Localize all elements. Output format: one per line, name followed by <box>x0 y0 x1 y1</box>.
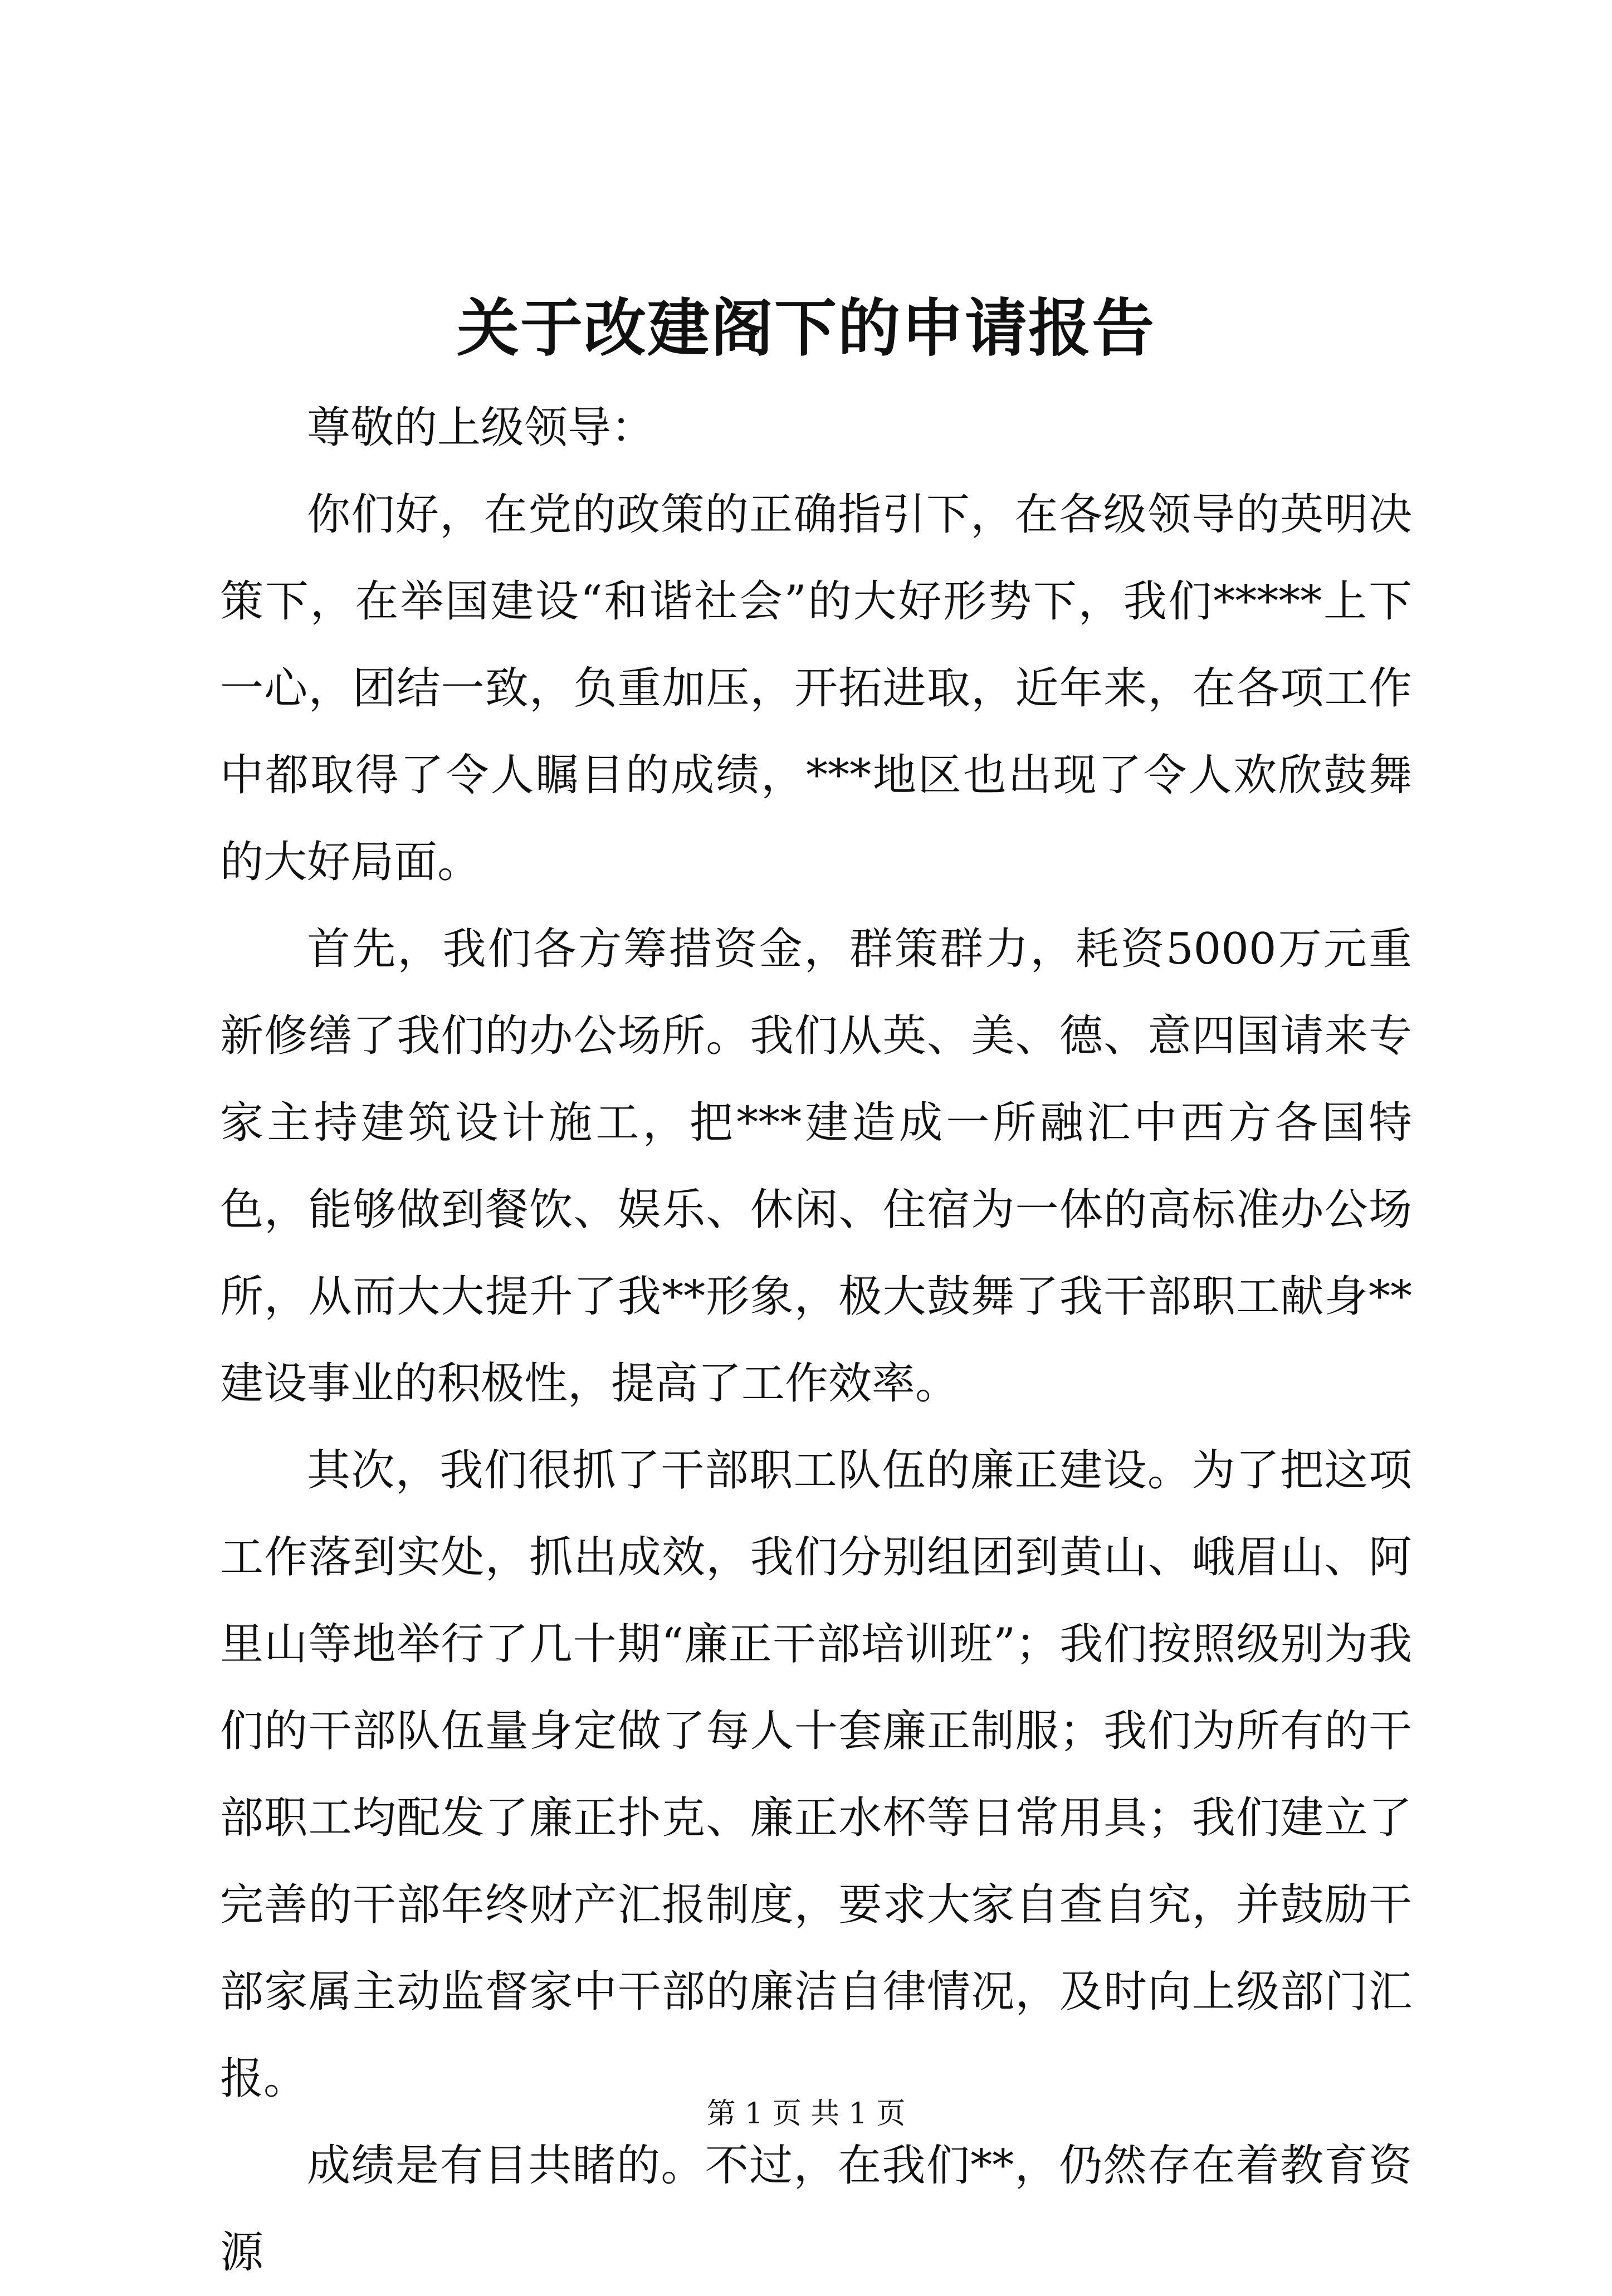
page-footer: 第 1 页 共 1 页 <box>706 2097 906 2131</box>
paragraph-3: 其次，我们很抓了干部职工队伍的廉正建设。为了把这项工作落到实处，抓出成效，我们分别组团到黄山、峨眉山、阿里山等地举行了几十期“廉正干部培训班”；我们按照级别为我们的干部队伍量身定做了每人十套廉正制服；我们为所有的干部职工均配发了廉正扑克、廉正水杯等日常用具；我们建立了完善的干部年终财产汇报制度，要求大家自查自究，并鼓励干部家属主动监督家中干部的廉洁自律情况，及时向上级部门汇报。 <box>220 1445 1412 2104</box>
document-body <box>220 384 1412 2296</box>
paragraph-1: 你们好，在党的政策的正确指引下，在各级领导的英明决策下，在举国建设“和谐社会”的大好形势下，我们*****上下一心，团结一致，负重加压，开拓进取，近年来，在各项工作中都取得了令人瞩目的成绩，***地区也出现了令人欢欣鼓舞的大好局面。 <box>220 490 1412 887</box>
paragraph-2: 首先，我们各方筹措资金，群策群力，耗资5000万元重新修缮了我们的办公场所。我们从英、美、德、意四国请来专家主持建筑设计施工，把***建造成一所融汇中西方各国特色，能够做到餐饮、娱乐、休闲、住宿为一体的高标准办公场所，从而大大提升了我**形象，极大鼓舞了我干部职工献身**建设事业的积极性，提高了工作效率。 <box>220 924 1412 1409</box>
paragraph-4: 成绩是有目共睹的。不过，在我们**，仍然存在着教育资源 <box>220 2141 1412 2278</box>
document-title: 关于改建阁下的申请报告 <box>457 292 1155 365</box>
salutation: 尊敬的上级领导： <box>307 403 655 453</box>
